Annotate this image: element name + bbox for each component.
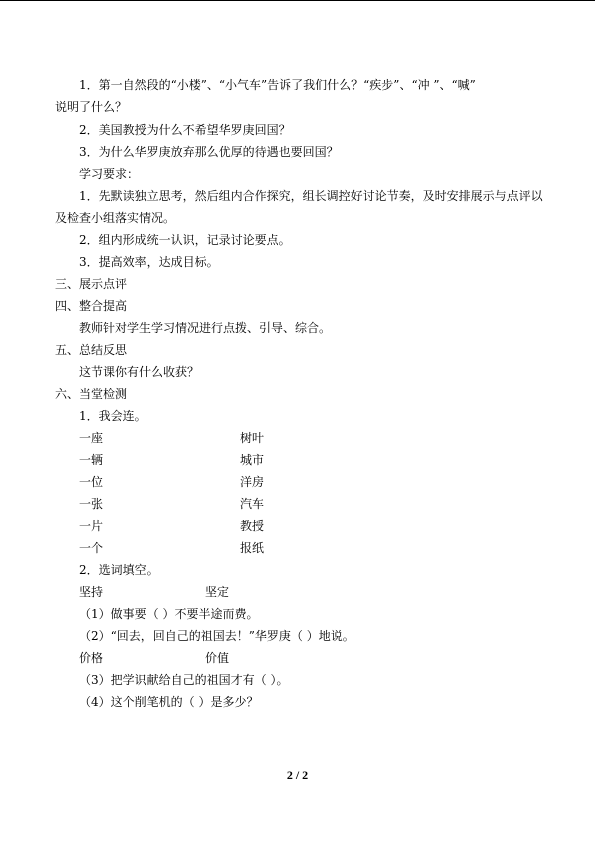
matching-left-item: 一个 xyxy=(79,541,104,555)
section-4-heading: 四、整合提高 xyxy=(55,299,128,313)
matching-left-item: 一辆 xyxy=(79,453,104,467)
section-5-heading: 五、总结反思 xyxy=(55,343,128,357)
fill-word-option: 价格 xyxy=(79,651,104,665)
section-6-heading: 六、当堂检测 xyxy=(55,387,128,401)
matching-right-item: 洋房 xyxy=(240,475,265,489)
top-border-line xyxy=(0,0,595,1)
fill-word-option: 价值 xyxy=(205,651,230,665)
page-number: 2 / 2 xyxy=(286,768,309,782)
question-1-line-2: 说明了什么？ xyxy=(55,100,128,114)
matching-right-item: 教授 xyxy=(240,519,265,533)
requirement-1-line-2: 及检查小组落实情况。 xyxy=(55,211,176,225)
matching-right-item: 汽车 xyxy=(240,497,265,511)
requirement-1-line-1: 1．先默读独立思考，然后组内合作探究，组长调控好讨论节奏，及时安排展示与点评以 xyxy=(79,189,543,203)
matching-title: 1．我会连。 xyxy=(79,409,147,423)
requirement-2: 2．组内形成统一认识，记录讨论要点。 xyxy=(79,233,291,247)
matching-left-item: 一片 xyxy=(79,519,104,533)
matching-left-item: 一张 xyxy=(79,497,104,511)
matching-left-item: 一座 xyxy=(79,431,104,445)
section-3-heading: 三、展示点评 xyxy=(55,277,128,291)
requirement-3: 3．提高效率，达成目标。 xyxy=(79,255,219,269)
fill-item-4: （4）这个削笔机的（ ）是多少？ xyxy=(79,695,259,709)
section-4-text: 教师针对学生学习情况进行点拨、引导、综合。 xyxy=(79,321,332,335)
fill-title: 2．选词填空。 xyxy=(79,563,159,577)
fill-word-option: 坚持 xyxy=(79,585,104,599)
question-3: 3．为什么华罗庚放弃那么优厚的待遇也要回国？ xyxy=(79,145,339,159)
fill-item-3: （3）把学识献给自己的祖国才有（ ）。 xyxy=(79,673,289,687)
requirements-heading: 学习要求： xyxy=(79,167,140,181)
section-5-text: 这节课你有什么收获？ xyxy=(79,365,200,379)
fill-item-1: （1）做事要（ ）不要半途而费。 xyxy=(79,607,259,621)
question-2: 2．美国教授为什么不希望华罗庚回国？ xyxy=(79,123,291,137)
fill-item-2: （2）“回去，回自己的祖国去！”华罗庚（ ）地说。 xyxy=(79,629,355,643)
matching-right-item: 树叶 xyxy=(240,431,265,445)
matching-right-item: 城市 xyxy=(240,453,265,467)
matching-right-item: 报纸 xyxy=(240,541,265,555)
question-1-line-1: 1．第一自然段的“小楼”、“小气车”告诉了我们什么？“疾步”、“冲 ”、“喊” xyxy=(79,78,476,92)
matching-left-item: 一位 xyxy=(79,475,104,489)
fill-word-option: 坚定 xyxy=(205,585,230,599)
